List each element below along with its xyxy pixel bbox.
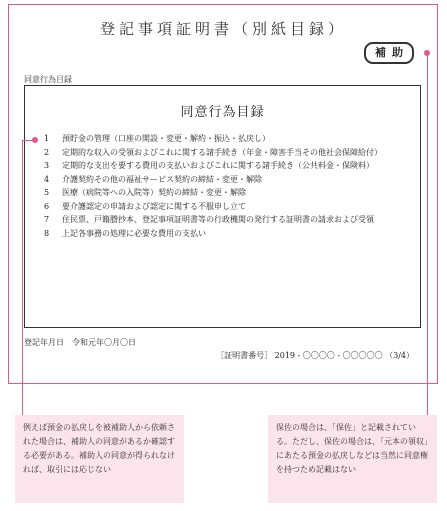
item-number: 3	[44, 161, 50, 170]
item-callout-connector	[22, 140, 34, 141]
document-title: 登記事項証明書（別紙目録）	[99, 20, 347, 38]
item-number: 7	[44, 215, 50, 224]
item-text: 要介護認定の申請および認定に関する不服申し立て	[62, 201, 246, 211]
registration-date: 登記年月日 令和元年〇月〇日	[24, 338, 136, 347]
list-item	[44, 174, 414, 185]
item-callout-line	[22, 140, 23, 416]
hojo-badge: 補助	[364, 42, 414, 64]
item-text: 住民票、戸籍謄抄本、登記事項証明書等の行政機関の発行する証明書の請求および受領	[62, 215, 374, 224]
list-item	[44, 214, 414, 225]
list-item	[44, 187, 414, 198]
note-withdrawal: 例えば預金の払戻しを被補助人から依頼された場合は、補助人の同意があるか確認する必要がある。補助人の同意が得られなければ、取引には応じない	[15, 415, 184, 503]
note-hosa: 保佐の場合は、「保佐」と記載されている。ただし、保佐の場合は、「元本の領収」にあたる預金の払戻しなどは当然に同意権を持つため記載はない	[268, 415, 437, 503]
item-number: 8	[44, 228, 50, 238]
list-item	[44, 133, 414, 144]
item-text: 定期的な支出を要する費用の支払いおよびこれに関する諸手続き（公共料金・保険料）	[62, 161, 374, 170]
item-text: 介護契約その他の福祉サービス契約の締結・変更・解除	[62, 174, 262, 184]
item-text: 預貯金の管理（口座の開設・変更・解約・振込・払戻し）	[62, 134, 270, 143]
item-number: 1	[44, 134, 50, 143]
item-number: 2	[44, 147, 50, 157]
item-text: 上記各事務の処理に必要な費用の支払い	[62, 228, 206, 238]
item-text: 定期的な収入の受領およびこれに関する諸手続き（年金・障害手当その他社会保障給付）	[62, 147, 382, 157]
badge-callout-line	[427, 56, 428, 415]
list-item	[44, 201, 414, 212]
consent-item-list	[44, 133, 414, 241]
list-item	[44, 160, 414, 171]
section-label: 同意行為目録	[24, 75, 72, 84]
item-number: 5	[44, 188, 50, 197]
consent-list-title: 同意行為目録	[180, 105, 265, 120]
item-number: 6	[44, 201, 50, 211]
list-item	[44, 228, 414, 239]
item-text: 医療（病院等への入院等）契約の締結・変更・解除	[62, 188, 246, 197]
certificate-number: ［証明書番号］ 2019 - 〇〇〇〇 - 〇〇〇〇〇 （3/4）	[216, 351, 414, 360]
list-item	[44, 147, 414, 158]
item-number: 4	[44, 174, 50, 184]
